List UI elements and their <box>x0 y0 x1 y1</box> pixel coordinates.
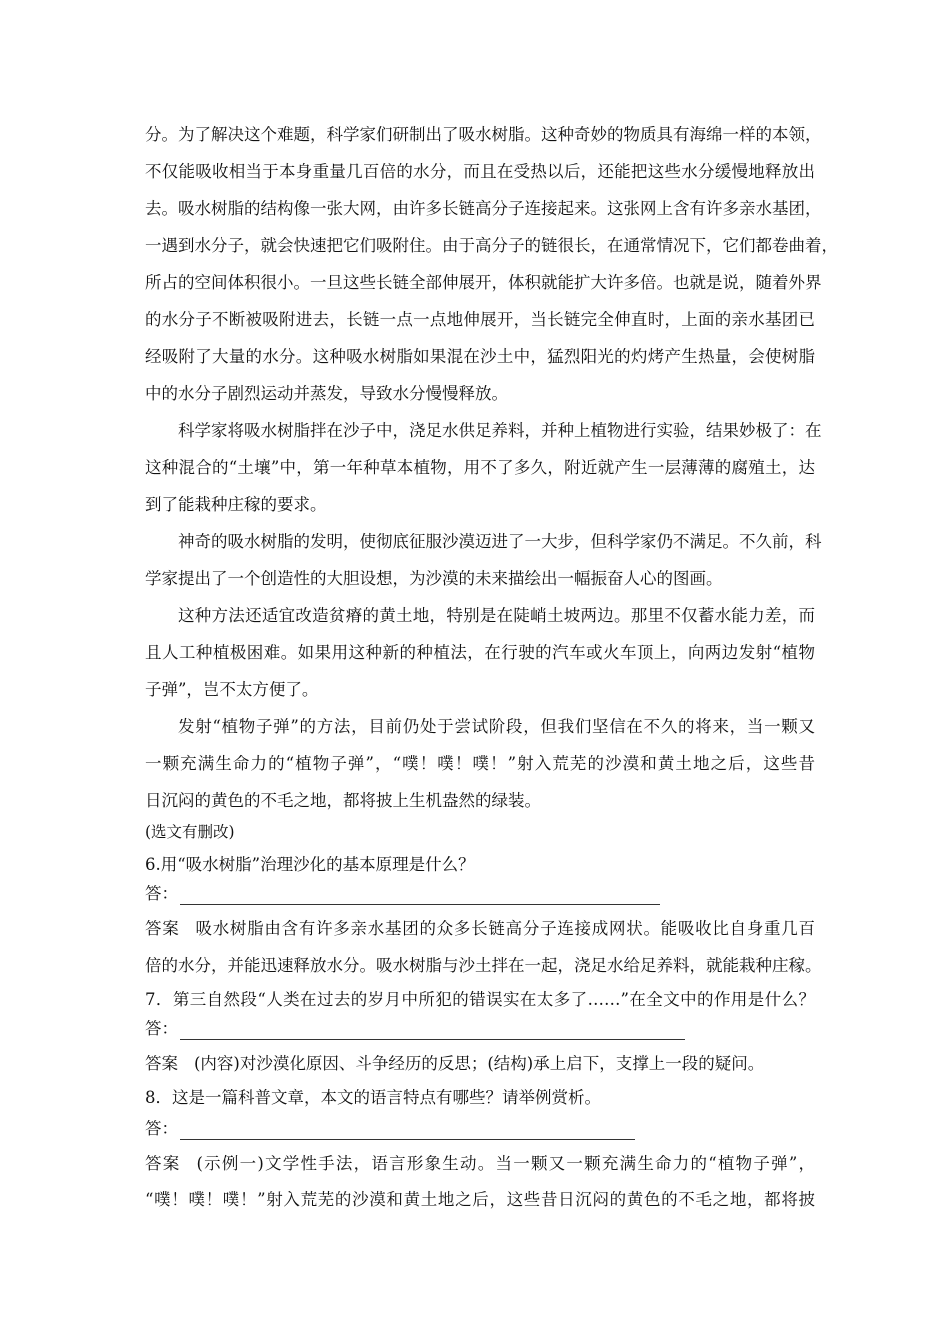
answer-key-label: 答案 <box>145 919 180 938</box>
answer-prefix: 答： <box>145 1119 178 1138</box>
question-7: 7．第三自然段“人类在过去的岁月中所犯的错误实在太多了……”在全文中的作用是什么？ <box>145 990 815 1009</box>
answer-key-8-line: “噗！噗！噗！”射入荒芜的沙漠和黄土地之后，这些昔日沉闷的黄色的不毛之地，都将披 <box>145 1190 815 1209</box>
answer-key-7-line <box>145 1053 815 1075</box>
answer-field-8[interactable] <box>180 1125 635 1140</box>
answer-key-6-line <box>145 918 815 940</box>
answer-prefix: 答： <box>145 884 178 903</box>
article-line: 中的水分子剧烈运动并蒸发，导致水分慢慢释放。 <box>145 384 508 403</box>
answer-key-text: 吸水树脂由含有许多亲水基团的众多长链高分子连接成网状。能吸收比自身重几百 <box>195 919 816 938</box>
answer-key-8-line <box>145 1153 815 1175</box>
article-line: 日沉闷的黄色的不毛之地，都将披上生机盎然的绿装。 <box>145 791 541 810</box>
answer-prefix: 答： <box>145 1019 178 1038</box>
article-line: 这种混合的“土壤”中，第一年种草本植物，用不了多久，附近就产生一层薄薄的腐殖土，达 <box>145 458 815 477</box>
answer-key-label: 答案 <box>145 1054 178 1073</box>
article-line: 不仅能吸收相当于本身重量几百倍的水分，而且在受热以后，还能把这些水分缓慢地释放出 <box>145 162 815 181</box>
article-line: 去。吸水树脂的结构像一张大网，由许多长链高分子连接起来。这张网上含有许多亲水基团， <box>145 199 822 218</box>
article-line: 神奇的吸水树脂的发明，使彻底征服沙漠迈进了一大步，但科学家仍不满足。不久前，科 <box>178 532 822 551</box>
article-line: 所占的空间体积很小。一旦这些长链全部伸展开，体积就能扩大许多倍。也就是说，随着外界 <box>145 273 822 292</box>
answer-field-7[interactable] <box>180 1025 685 1040</box>
answer-row-7 <box>145 1018 815 1040</box>
source-note: (选文有删改) <box>145 823 235 841</box>
article-line: 科学家将吸水树脂拌在沙子中，浇足水供足养料，并种上植物进行实验，结果妙极了：在 <box>178 421 822 440</box>
answer-key-label: 答案 <box>145 1154 181 1173</box>
article-line: 经吸附了大量的水分。这种吸水树脂如果混在沙土中，猛烈阳光的灼烤产生热量，会使树脂 <box>145 347 815 366</box>
article-line: 分。为了解决这个难题，科学家们研制出了吸水树脂。这种奇妙的物质具有海绵一样的本领， <box>145 125 822 144</box>
answer-row-6 <box>145 883 815 905</box>
article-line: 学家提出了一个创造性的大胆设想，为沙漠的未来描绘出一幅振奋人心的图画。 <box>145 569 723 588</box>
article-line: 一遇到水分子，就会快速把它们吸附住。由于高分子的链很长，在通常情况下，它们都卷曲着， <box>145 236 838 255</box>
question-8: 8．这是一篇科普文章，本文的语言特点有哪些？请举例赏析。 <box>145 1088 601 1107</box>
article-line: 发射“植物子弹”的方法，目前仍处于尝试阶段，但我们坚信在不久的将来，当一颗又 <box>178 717 815 736</box>
answer-row-8 <box>145 1118 815 1140</box>
article-line: 的水分子不断被吸附进去，长链一点一点地伸展开，当长链完全伸直时，上面的亲水基团已 <box>145 310 815 329</box>
answer-field-6[interactable] <box>180 890 660 905</box>
answer-key-6-line: 倍的水分，并能迅速释放水分。吸水树脂与沙土拌在一起，浇足水给足养料，就能栽种庄稼。 <box>145 956 822 975</box>
article-line: 到了能栽种庄稼的要求。 <box>145 495 327 514</box>
answer-key-text: (示例一)文学性手法，语言形象生动。当一颗又一颗充满生命力的“植物子弹”， <box>196 1154 816 1173</box>
article-line: 子弹”，岂不太方便了。 <box>145 680 319 699</box>
article-line: 一颗充满生命力的“植物子弹”，“噗！噗！噗！”射入荒芜的沙漠和黄土地之后，这些昔 <box>145 754 815 773</box>
answer-key-text: (内容)对沙漠化原因、斗争经历的反思；(结构)承上启下，支撑上一段的疑问。 <box>194 1054 765 1073</box>
article-line: 这种方法还适宜改造贫瘠的黄土地，特别是在陡峭土坡两边。那里不仅蓄水能力差，而 <box>178 606 815 625</box>
question-6: 6.用“吸水树脂”治理沙化的基本原理是什么？ <box>145 855 475 874</box>
article-line: 且人工种植极困难。如果用这种新的种植法，在行驶的汽车或火车顶上，向两边发射“植物 <box>145 643 815 662</box>
